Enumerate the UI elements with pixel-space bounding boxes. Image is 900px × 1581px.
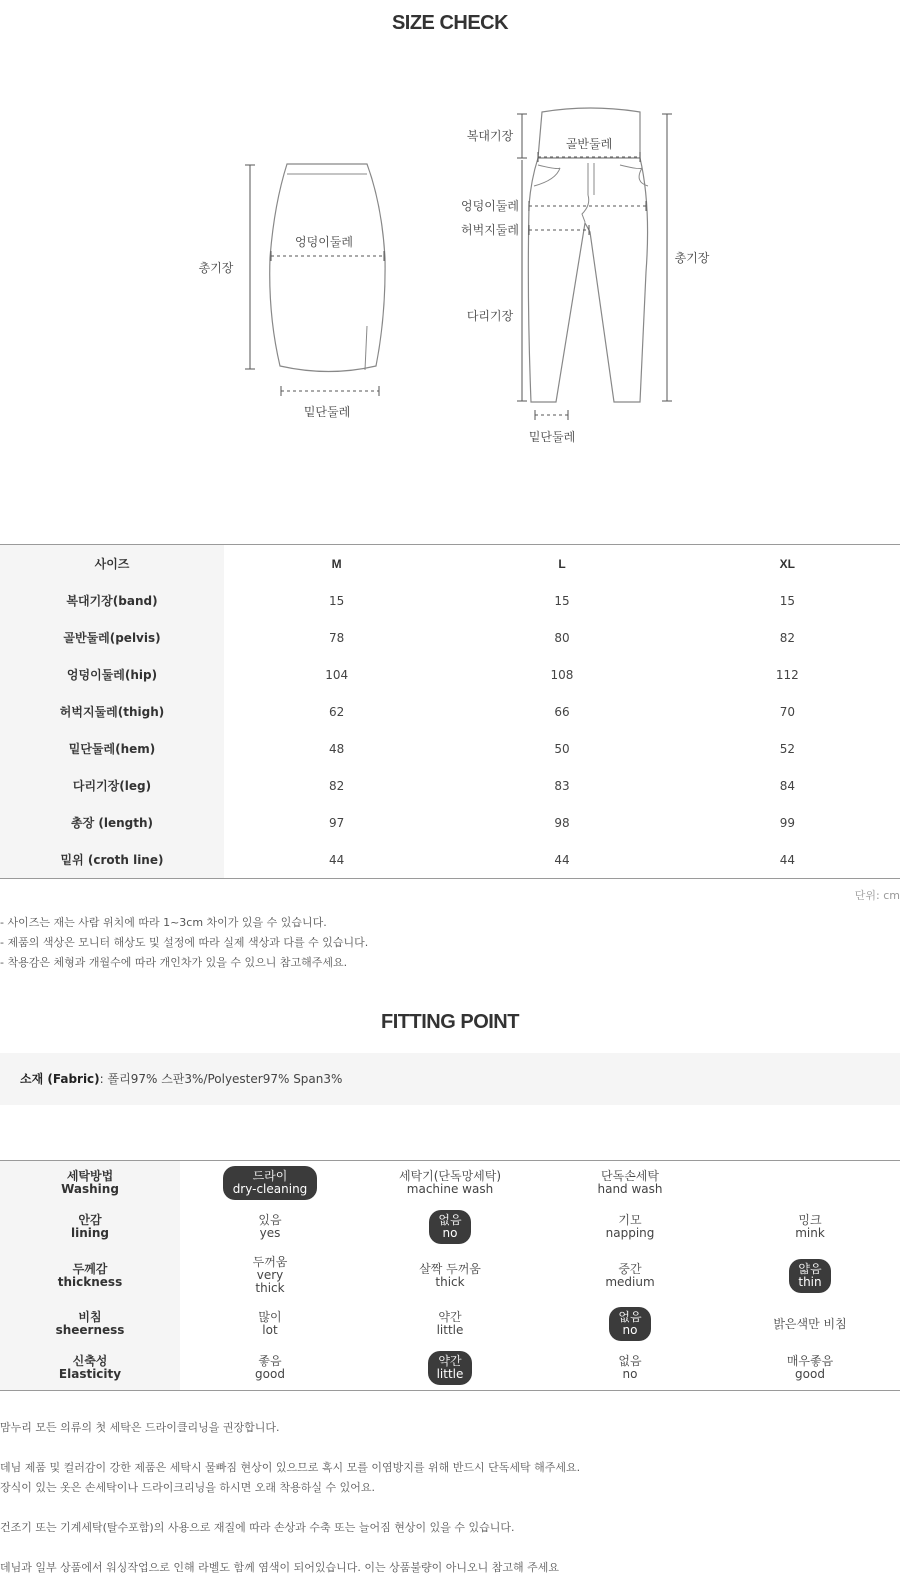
- cell-value: 98: [554, 815, 570, 830]
- option-ko: 얇음: [798, 1261, 822, 1276]
- note-item: - 제품의 색상은 모니터 해상도 및 설정에 따라 실제 색상과 다를 수 있습니다.: [0, 936, 369, 949]
- size-check-title: SIZE CHECK: [391, 12, 509, 34]
- option-en: good: [795, 1367, 825, 1381]
- care-note: [0, 1438, 580, 1458]
- pants-hip-label: 엉덩이둘레: [461, 199, 519, 213]
- skirt-diagram: [245, 164, 385, 396]
- table-row: [0, 767, 900, 804]
- option-ko: 매우좋음: [786, 1354, 834, 1368]
- row-label: 골반둘레(pelvis): [0, 619, 224, 656]
- cell-value: 15: [329, 593, 345, 608]
- selected-option-badge: [428, 1351, 473, 1385]
- selected-option-badge: [429, 1210, 470, 1244]
- skirt-total-length-label: 총기장: [198, 261, 234, 275]
- cell-value: 78: [329, 630, 345, 645]
- option-en: napping: [605, 1226, 655, 1240]
- fitting-option: [180, 1161, 360, 1206]
- selected-option-badge: [789, 1259, 830, 1293]
- option-ko: 많이: [258, 1310, 282, 1324]
- row-label: 밑단둘레(hem): [0, 730, 224, 767]
- fitting-label-en: Elasticity: [58, 1367, 122, 1381]
- option-ko: 기모: [618, 1213, 642, 1227]
- option-ko: 밍크: [798, 1213, 822, 1227]
- option-ko: 있음: [258, 1213, 282, 1227]
- table-row: [0, 841, 900, 879]
- size-header-label: 사이즈: [0, 545, 224, 583]
- fitting-option: [720, 1346, 900, 1391]
- size-header-l: L: [558, 556, 566, 571]
- row-label: 다리기장(leg): [0, 767, 224, 804]
- fitting-option: [720, 1249, 900, 1302]
- fitting-label-en: Washing: [61, 1182, 119, 1196]
- fitting-label: [0, 1346, 180, 1391]
- cell-value: 112: [775, 667, 799, 682]
- cell-value: 70: [779, 704, 795, 719]
- row-label: 복대기장(band): [0, 582, 224, 619]
- table-row: [0, 693, 900, 730]
- pants-total-length-label: 총기장: [674, 251, 710, 265]
- cell-value: 97: [329, 815, 345, 830]
- table-row: [0, 619, 900, 656]
- fabric-box: [0, 1053, 900, 1105]
- note-item: - 착용감은 체형과 개월수에 따라 개인차가 있을 수 있으니 참고해주세요.: [0, 956, 348, 969]
- option-en: medium: [605, 1274, 655, 1289]
- option-ko: 중간: [618, 1261, 642, 1276]
- skirt-hem-label: 밑단둘레: [303, 405, 351, 419]
- care-note: 건조기 또는 기계세탁(탈수포함)의 사용으로 재질에 따라 손상과 수축 또는 늘어짐 현상이 있을 수 있습니다.: [0, 1521, 515, 1534]
- fitting-option: [360, 1346, 540, 1391]
- cell-value: 66: [554, 704, 570, 719]
- fitting-option: [360, 1161, 540, 1206]
- fabric-value: : 폴리97% 스판3%/Polyester97% Span3%: [99, 1072, 343, 1086]
- pants-thigh-label: 허벅지둘레: [461, 223, 519, 237]
- fitting-row-lining: [0, 1205, 900, 1249]
- option-ko: 두꺼움: [252, 1255, 288, 1269]
- fitting-option: [540, 1161, 720, 1206]
- table-row: [0, 656, 900, 693]
- fabric-label: 소재 (Fabric): [20, 1072, 100, 1086]
- row-label: 총장 (length): [0, 804, 224, 841]
- care-notes: [0, 1418, 580, 1578]
- fitting-option: [720, 1302, 900, 1346]
- option-ko: 약간: [438, 1354, 462, 1368]
- option-en: no: [622, 1323, 638, 1337]
- cell-value: 15: [779, 593, 795, 608]
- option-en: dry-cleaning: [232, 1182, 308, 1196]
- cell-value: 15: [554, 593, 570, 608]
- table-row: [0, 730, 900, 767]
- option-en: very thick: [255, 1268, 285, 1295]
- option-en: yes: [259, 1226, 281, 1240]
- option-ko: 단독손세탁: [601, 1169, 659, 1183]
- cell-value: 52: [779, 741, 795, 756]
- cell-value: 44: [554, 852, 570, 867]
- fitting-label-ko: 세탁방법: [66, 1169, 114, 1183]
- fitting-option: [180, 1346, 360, 1391]
- skirt-hip-label: 엉덩이둘레: [295, 235, 353, 249]
- option-en: good: [255, 1367, 285, 1381]
- option-ko: 세탁기(단독망세탁): [398, 1169, 502, 1183]
- fitting-label: [0, 1302, 180, 1346]
- fitting-label-ko: 비침: [78, 1310, 102, 1324]
- option-ko: 약간: [438, 1310, 462, 1324]
- cell-value: 108: [550, 667, 574, 682]
- cell-value: 82: [779, 630, 795, 645]
- size-table-header: [0, 545, 900, 583]
- cell-value: 83: [554, 778, 570, 793]
- care-note: [0, 1538, 580, 1558]
- option-en: thin: [798, 1274, 822, 1289]
- table-row: [0, 582, 900, 619]
- fitting-label-en: lining: [70, 1226, 109, 1240]
- fitting-label-en: sheerness: [55, 1323, 125, 1337]
- option-ko: 밝은색만 비침: [773, 1316, 847, 1331]
- option-en: no: [442, 1226, 458, 1240]
- size-header-m: M: [331, 556, 342, 571]
- cell-value: 48: [329, 741, 345, 756]
- fitting-option: [540, 1302, 720, 1346]
- cell-value: 44: [779, 852, 795, 867]
- fitting-label-en: thickness: [57, 1274, 123, 1289]
- cell-value: 50: [554, 741, 570, 756]
- selected-option-badge: [609, 1307, 650, 1341]
- fitting-label-ko: 신축성: [72, 1354, 108, 1368]
- fitting-label: [0, 1161, 180, 1206]
- option-en: lot: [262, 1323, 278, 1337]
- fitting-label: [0, 1249, 180, 1302]
- fitting-option: [360, 1205, 540, 1249]
- cell-value: 44: [329, 852, 345, 867]
- pants-hem-label: 밑단둘레: [528, 430, 576, 444]
- row-label: 허벅지둘레(thigh): [0, 693, 224, 730]
- fitting-point-title: FITTING POINT: [381, 1011, 519, 1033]
- selected-option-badge: [223, 1166, 318, 1200]
- fitting-row-elasticity: [0, 1346, 900, 1391]
- cell-value: 99: [779, 815, 795, 830]
- note-item: - 사이즈는 재는 사람 위치에 따라 1~3cm 차이가 있을 수 있습니다.: [0, 916, 327, 929]
- fitting-label: [0, 1205, 180, 1249]
- cell-value: 84: [779, 778, 795, 793]
- row-label: 밑위 (croth line): [0, 841, 224, 879]
- fitting-option: [540, 1205, 720, 1249]
- size-notes: [0, 913, 368, 973]
- fitting-option: [360, 1302, 540, 1346]
- pants-leg-label: 다리기장: [466, 309, 514, 323]
- fitting-option: [360, 1249, 540, 1302]
- fitting-label-ko: 안감: [78, 1213, 102, 1227]
- option-ko: 좋음: [258, 1354, 282, 1368]
- fitting-option: [180, 1249, 360, 1302]
- care-note: 맘누리 모든 의류의 첫 세탁은 드라이클리닝을 권장합니다.: [0, 1421, 280, 1434]
- fitting-row-thickness: [0, 1249, 900, 1302]
- cell-value: 82: [329, 778, 345, 793]
- option-en: little: [436, 1323, 464, 1337]
- fitting-option: [180, 1205, 360, 1249]
- option-en: little: [436, 1367, 464, 1381]
- care-note: 데님과 일부 상품에서 워싱작업으로 인해 라벨도 함께 염색이 되어있습니다. 이는 상품불량이 아니오니 참고해 주세요: [0, 1561, 559, 1574]
- fitting-label-ko: 두께감: [72, 1261, 108, 1276]
- care-note: 데님 제품 및 컬러감이 강한 제품은 세탁시 물빠짐 현상이 있으므로 혹시 모를 이염방지를 위해 반드시 단독세탁 해주세요.: [0, 1461, 581, 1474]
- fitting-row-washing: [0, 1161, 900, 1206]
- option-en: thick: [435, 1274, 465, 1289]
- table-row: [0, 804, 900, 841]
- care-note: [0, 1498, 580, 1518]
- cell-value: 62: [329, 704, 345, 719]
- size-diagram: [0, 50, 900, 460]
- option-en: mink: [795, 1226, 825, 1240]
- option-en: no: [622, 1367, 638, 1381]
- option-ko: 없음: [618, 1310, 642, 1324]
- care-note: 장식이 있는 옷은 손세탁이나 드라이크리닝을 하시면 오래 착용하실 수 있어요.: [0, 1481, 375, 1494]
- unit-label: 단위: cm: [854, 889, 900, 902]
- fitting-table: [0, 1160, 900, 1391]
- fitting-option: [180, 1302, 360, 1346]
- fitting-option: [540, 1249, 720, 1302]
- pants-pelvis-label: 골반둘레: [565, 137, 613, 151]
- pants-diagram: [517, 108, 672, 420]
- fitting-option: [540, 1346, 720, 1391]
- fitting-option: [720, 1161, 900, 1206]
- option-ko: 드라이: [252, 1169, 288, 1183]
- option-ko: 없음: [438, 1213, 462, 1227]
- option-en: machine wash: [406, 1182, 494, 1196]
- fitting-option: [720, 1205, 900, 1249]
- fitting-row-sheerness: [0, 1302, 900, 1346]
- size-table: [0, 544, 900, 879]
- cell-value: 104: [325, 667, 349, 682]
- option-ko: 살짝 두꺼움: [419, 1261, 481, 1276]
- size-header-xl: XL: [779, 556, 795, 571]
- cell-value: 80: [554, 630, 570, 645]
- option-ko: 없음: [618, 1354, 642, 1368]
- pants-band-label: 복대기장: [466, 129, 514, 143]
- row-label: 엉덩이둘레(hip): [0, 656, 224, 693]
- option-en: hand wash: [597, 1182, 663, 1196]
